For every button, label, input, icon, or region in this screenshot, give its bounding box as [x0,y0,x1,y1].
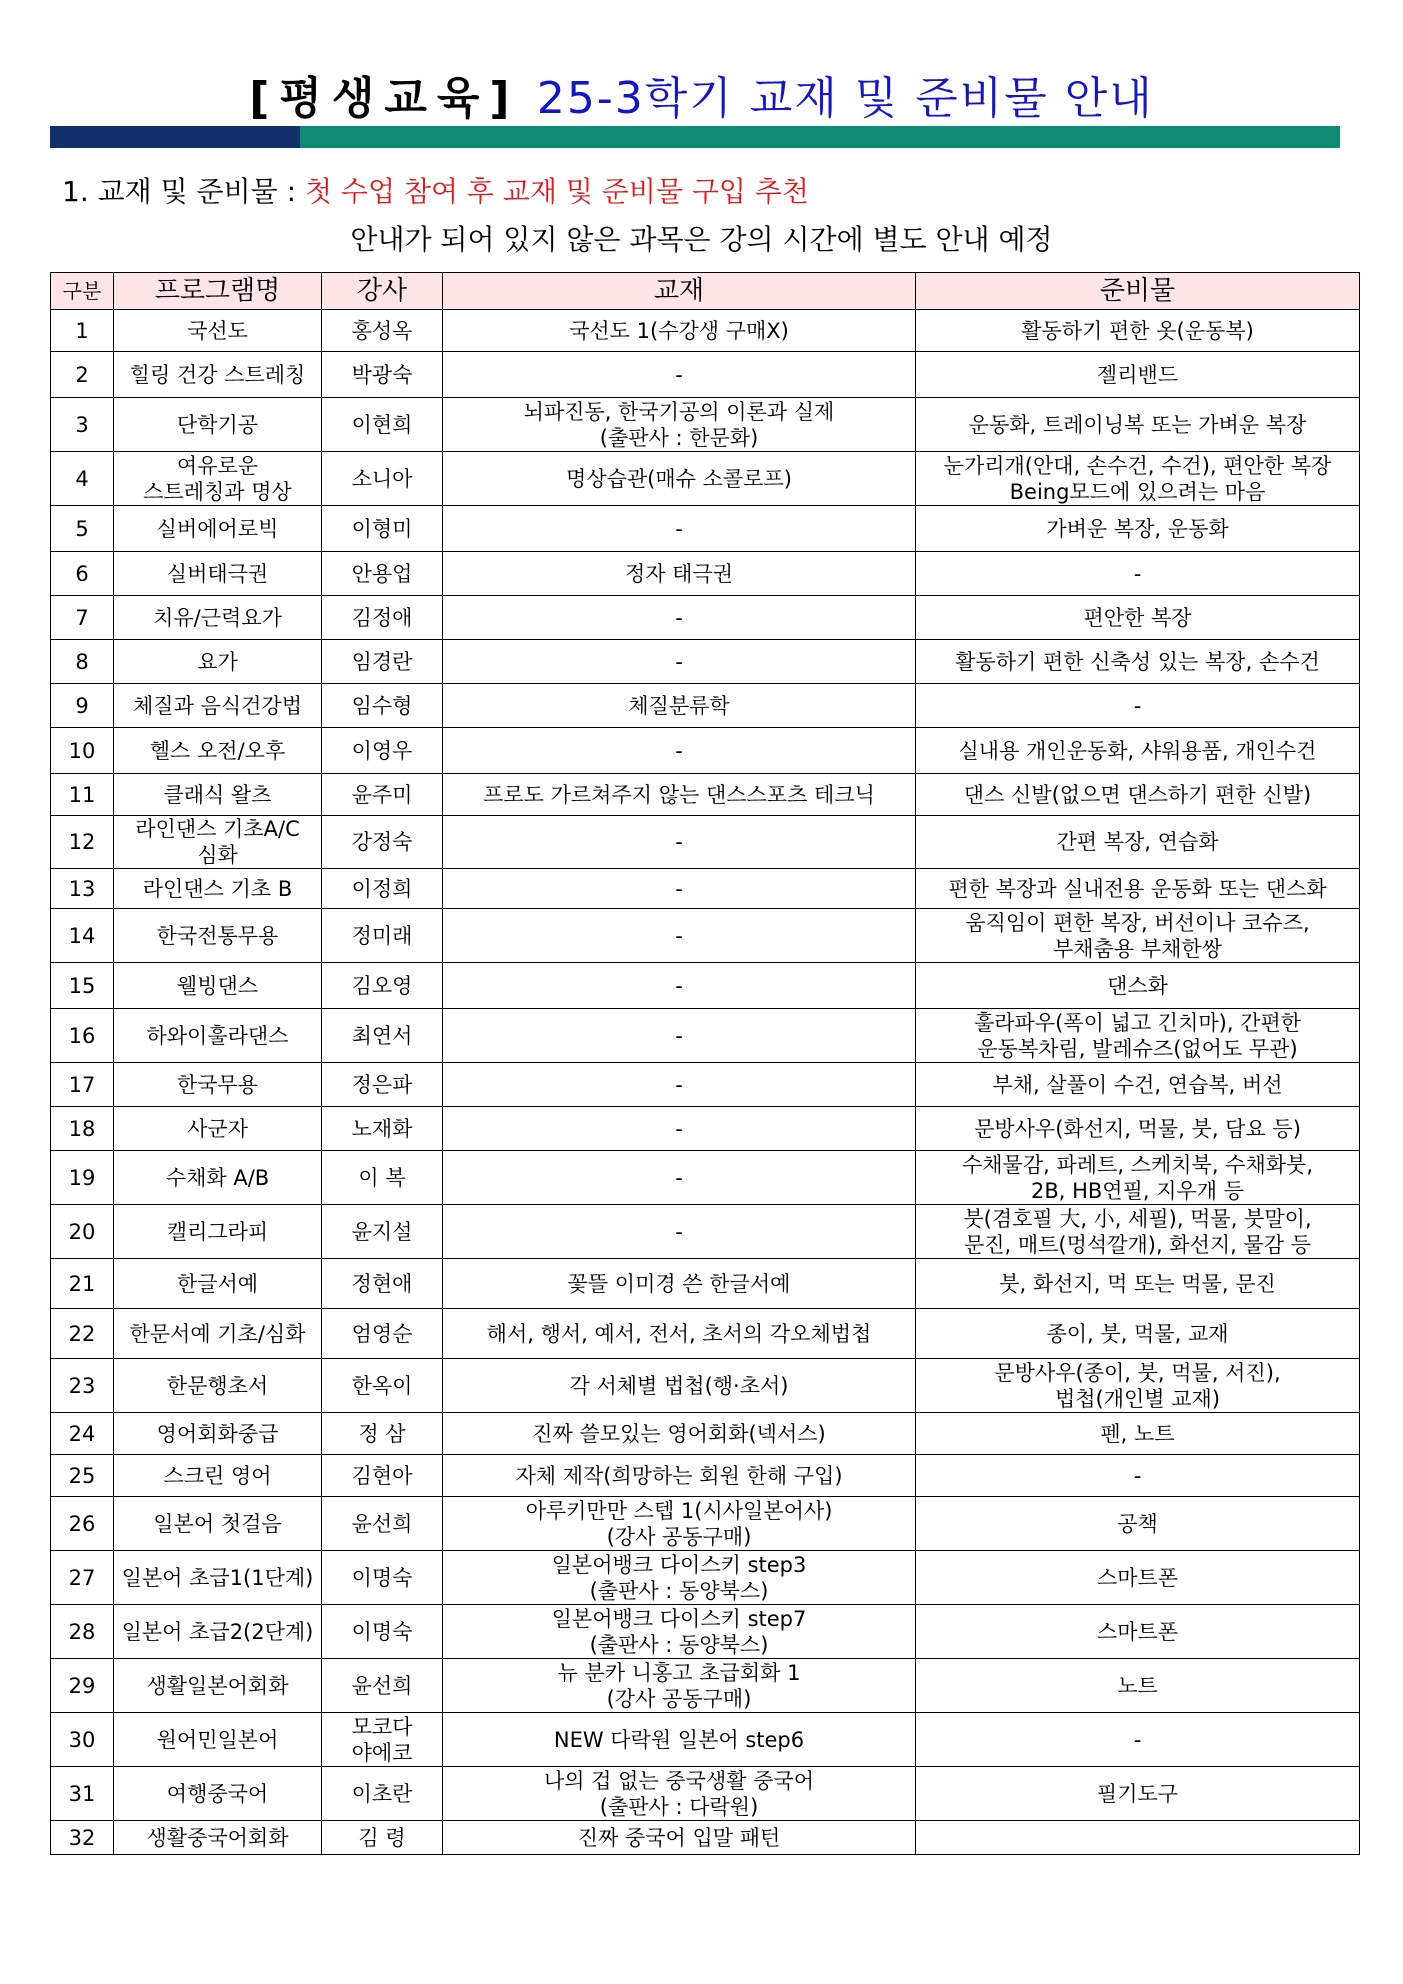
cell-book: - [443,640,916,684]
section-highlight: 첫 수업 참여 후 교재 및 준비물 구입 추천 [304,175,809,208]
cell-no: 28 [51,1605,114,1659]
cell-program: 하와이훌라댄스 [114,1009,322,1063]
cell-program: 헬스 오전/오후 [114,728,322,774]
cell-program: 한국무용 [114,1063,322,1107]
cell-book: 명상습관(매슈 소콜로프) [443,452,916,506]
cell-book: - [443,1009,916,1063]
cell-no: 18 [51,1107,114,1151]
cell-supplies: 실내용 개인운동화, 샤워용품, 개인수건 [916,728,1360,774]
table-row [51,506,1360,552]
cell-teacher: 윤지설 [322,1205,443,1259]
cell-no: 22 [51,1309,114,1359]
cell-teacher: 김현아 [322,1455,443,1497]
cell-supplies: 댄스 신발(없으면 댄스하기 편한 신발) [916,774,1360,816]
header-teacher: 강사 [322,273,443,310]
cell-book: 진짜 쓸모있는 영어회화(넥서스) [443,1413,916,1455]
table-row [51,1821,1360,1855]
table-row [51,1205,1360,1259]
cell-no: 30 [51,1713,114,1767]
cell-program: 일본어 초급2(2단계) [114,1605,322,1659]
cell-supplies: 문방사우(종이, 붓, 먹물, 서진), 법첩(개인별 교재) [916,1359,1360,1413]
cell-supplies: 편안한 복장 [916,596,1360,640]
cell-book: - [443,909,916,963]
cell-supplies: 젤리밴드 [916,352,1360,398]
cell-book: - [443,816,916,869]
cell-no: 26 [51,1497,114,1551]
cell-book: 일본어뱅크 다이스키 step7 (출판사 : 동양북스) [443,1605,916,1659]
table-row [51,869,1360,909]
title-prefix: [평생교육] [249,73,520,124]
cell-program: 요가 [114,640,322,684]
section-note: 안내가 되어 있지 않은 과목은 강의 시간에 별도 안내 예정 [350,223,1053,256]
cell-teacher: 한옥이 [322,1359,443,1413]
cell-program: 스크린 영어 [114,1455,322,1497]
cell-book: - [443,963,916,1009]
cell-book: 정자 태극권 [443,552,916,596]
cell-teacher: 정현애 [322,1259,443,1309]
cell-no: 9 [51,684,114,728]
cell-teacher: 정 삼 [322,1413,443,1455]
cell-supplies: 편한 복장과 실내전용 운동화 또는 댄스화 [916,869,1360,909]
cell-no: 1 [51,310,114,352]
cell-teacher: 이영우 [322,728,443,774]
cell-program: 원어민일본어 [114,1713,322,1767]
cell-program: 웰빙댄스 [114,963,322,1009]
cell-teacher: 엄영순 [322,1309,443,1359]
title-underline-navy [50,126,300,148]
table-row [51,1713,1360,1767]
cell-book: 뉴 분카 니홍고 초급회화 1 (강사 공동구매) [443,1659,916,1713]
cell-teacher: 윤선희 [322,1659,443,1713]
cell-no: 14 [51,909,114,963]
cell-book: 국선도 1(수강생 구매X) [443,310,916,352]
cell-book: - [443,506,916,552]
cell-no: 4 [51,452,114,506]
cell-supplies: 훌라파우(폭이 넓고 긴치마), 간편한 운동복차림, 발레슈즈(없어도 무관) [916,1009,1360,1063]
cell-teacher: 김정애 [322,596,443,640]
cell-teacher: 정은파 [322,1063,443,1107]
supplies-table [50,272,1360,1855]
cell-supplies: - [916,552,1360,596]
cell-book: - [443,1063,916,1107]
table-row [51,596,1360,640]
cell-teacher: 홍성옥 [322,310,443,352]
table-row [51,1151,1360,1205]
cell-supplies: 붓, 화선지, 먹 또는 먹물, 문진 [916,1259,1360,1309]
cell-no: 7 [51,596,114,640]
cell-program: 실버에어로빅 [114,506,322,552]
cell-teacher: 노재화 [322,1107,443,1151]
cell-no: 27 [51,1551,114,1605]
cell-supplies: - [916,1455,1360,1497]
cell-supplies: 문방사우(화선지, 먹물, 붓, 담요 등) [916,1107,1360,1151]
cell-program: 라인댄스 기초A/C 심화 [114,816,322,869]
table-row [51,1309,1360,1359]
cell-no: 11 [51,774,114,816]
cell-supplies: 종이, 붓, 먹물, 교재 [916,1309,1360,1359]
cell-program: 단학기공 [114,398,322,452]
cell-supplies: 필기도구 [916,1767,1360,1821]
cell-no: 10 [51,728,114,774]
cell-no: 8 [51,640,114,684]
title-main: 25-3학기 교재 및 준비물 안내 [536,73,1154,124]
cell-book: 각 서체별 법첩(행·초서) [443,1359,916,1413]
cell-teacher: 이명숙 [322,1605,443,1659]
cell-teacher: 윤선희 [322,1497,443,1551]
cell-program: 일본어 첫걸음 [114,1497,322,1551]
cell-no: 3 [51,398,114,452]
cell-supplies: - [916,684,1360,728]
cell-teacher: 임수형 [322,684,443,728]
cell-no: 6 [51,552,114,596]
cell-supplies: 운동화, 트레이닝복 또는 가벼운 복장 [916,398,1360,452]
cell-program: 실버태극권 [114,552,322,596]
cell-teacher: 최연서 [322,1009,443,1063]
cell-teacher: 박광숙 [322,352,443,398]
cell-teacher: 김오영 [322,963,443,1009]
cell-book: 자체 제작(희망하는 회원 한해 구입) [443,1455,916,1497]
cell-book: 꽃뜰 이미경 쓴 한글서예 [443,1259,916,1309]
cell-teacher: 이명숙 [322,1551,443,1605]
cell-teacher: 이초란 [322,1767,443,1821]
table-row [51,1259,1360,1309]
section-heading [62,170,809,210]
cell-no: 5 [51,506,114,552]
page-title [0,62,1403,126]
cell-book: 진짜 중국어 입말 패턴 [443,1821,916,1855]
cell-supplies: 펜, 노트 [916,1413,1360,1455]
cell-supplies: 붓(겸호필 大, 小, 세필), 먹물, 붓말이, 문진, 매트(멍석깔개), 화선지, 물감 등 [916,1205,1360,1259]
table-row [51,1107,1360,1151]
cell-supplies: 수채물감, 파레트, 스케치북, 수채화붓, 2B, HB연필, 지우개 등 [916,1151,1360,1205]
cell-no: 15 [51,963,114,1009]
cell-no: 2 [51,352,114,398]
cell-supplies: - [916,1713,1360,1767]
table-row [51,774,1360,816]
cell-supplies: 스마트폰 [916,1551,1360,1605]
cell-no: 23 [51,1359,114,1413]
table-body [51,310,1360,1855]
cell-no: 16 [51,1009,114,1063]
table-row [51,1009,1360,1063]
cell-book: 체질분류학 [443,684,916,728]
cell-program: 한글서예 [114,1259,322,1309]
table-row [51,1767,1360,1821]
cell-teacher: 김 령 [322,1821,443,1855]
cell-supplies: 활동하기 편한 신축성 있는 복장, 손수건 [916,640,1360,684]
table-row [51,352,1360,398]
cell-supplies: 간편 복장, 연습화 [916,816,1360,869]
cell-program: 치유/근력요가 [114,596,322,640]
cell-teacher: 이정희 [322,869,443,909]
table-row [51,310,1360,352]
table-row [51,552,1360,596]
cell-book: 프로도 가르쳐주지 않는 댄스스포츠 테크닉 [443,774,916,816]
table-row [51,1413,1360,1455]
table-row [51,1455,1360,1497]
table-row [51,728,1360,774]
cell-program: 클래식 왈츠 [114,774,322,816]
cell-book: NEW 다락원 일본어 step6 [443,1713,916,1767]
cell-no: 21 [51,1259,114,1309]
cell-no: 24 [51,1413,114,1455]
cell-teacher: 강정숙 [322,816,443,869]
cell-book: 해서, 행서, 예서, 전서, 초서의 각오체법첩 [443,1309,916,1359]
cell-teacher: 윤주미 [322,774,443,816]
cell-book: - [443,869,916,909]
cell-book: - [443,728,916,774]
cell-teacher: 이 복 [322,1151,443,1205]
cell-supplies: 공책 [916,1497,1360,1551]
cell-program: 생활중국어회화 [114,1821,322,1855]
cell-teacher: 이현희 [322,398,443,452]
cell-teacher: 임경란 [322,640,443,684]
table-row [51,1551,1360,1605]
cell-book: 일본어뱅크 다이스키 step3 (출판사 : 동양북스) [443,1551,916,1605]
table-row [51,963,1360,1009]
cell-program: 수채화 A/B [114,1151,322,1205]
cell-no: 31 [51,1767,114,1821]
cell-supplies: 부채, 살풀이 수건, 연습복, 버선 [916,1063,1360,1107]
cell-program: 일본어 초급1(1단계) [114,1551,322,1605]
cell-teacher: 안용업 [322,552,443,596]
cell-book: - [443,1151,916,1205]
table-row [51,640,1360,684]
table-row [51,398,1360,452]
cell-program: 국선도 [114,310,322,352]
section-label: 1. 교재 및 준비물 : [62,175,305,208]
cell-program: 라인댄스 기초 B [114,869,322,909]
cell-program: 여행중국어 [114,1767,322,1821]
cell-supplies [916,1821,1360,1855]
cell-no: 32 [51,1821,114,1855]
cell-teacher: 정미래 [322,909,443,963]
cell-supplies: 댄스화 [916,963,1360,1009]
cell-supplies: 활동하기 편한 옷(운동복) [916,310,1360,352]
cell-program: 영어회화중급 [114,1413,322,1455]
cell-book: 나의 겁 없는 중국생활 중국어 (출판사 : 다락원) [443,1767,916,1821]
cell-program: 한국전통무용 [114,909,322,963]
cell-supplies: 움직임이 편한 복장, 버선이나 코슈즈, 부채춤용 부채한쌍 [916,909,1360,963]
table-row [51,1359,1360,1413]
cell-teacher: 소니아 [322,452,443,506]
cell-program: 힐링 건강 스트레칭 [114,352,322,398]
cell-book: - [443,352,916,398]
cell-teacher: 이형미 [322,506,443,552]
cell-supplies: 스마트폰 [916,1605,1360,1659]
cell-supplies: 가벼운 복장, 운동화 [916,506,1360,552]
title-underline-teal [300,126,1340,148]
table-row [51,1605,1360,1659]
cell-program: 한문행초서 [114,1359,322,1413]
header-supplies: 준비물 [916,273,1360,310]
cell-program: 사군자 [114,1107,322,1151]
header-book: 교재 [443,273,916,310]
cell-no: 29 [51,1659,114,1713]
cell-no: 19 [51,1151,114,1205]
table-row [51,1659,1360,1713]
cell-no: 20 [51,1205,114,1259]
table-header-row [51,273,1360,310]
cell-book: - [443,1205,916,1259]
cell-no: 25 [51,1455,114,1497]
header-no: 구분 [51,273,114,310]
cell-book: 뇌파진동, 한국기공의 이론과 실제 (출판사 : 한문화) [443,398,916,452]
header-program: 프로그램명 [114,273,322,310]
cell-book: 아루키만만 스텝 1(시사일본어사) (강사 공동구매) [443,1497,916,1551]
cell-no: 12 [51,816,114,869]
table-row [51,816,1360,869]
cell-program: 한문서예 기초/심화 [114,1309,322,1359]
cell-program: 캘리그라피 [114,1205,322,1259]
table-row [51,1497,1360,1551]
cell-no: 17 [51,1063,114,1107]
cell-program: 여유로운 스트레칭과 명상 [114,452,322,506]
table-row [51,1063,1360,1107]
cell-book: - [443,596,916,640]
table-row [51,909,1360,963]
cell-teacher: 모코다 야에코 [322,1713,443,1767]
cell-supplies: 눈가리개(안대, 손수건, 수건), 편안한 복장 Being모드에 있으려는 마음 [916,452,1360,506]
table-row [51,452,1360,506]
cell-book: - [443,1107,916,1151]
cell-program: 생활일본어회화 [114,1659,322,1713]
cell-program: 체질과 음식건강법 [114,684,322,728]
cell-supplies: 노트 [916,1659,1360,1713]
table-row [51,684,1360,728]
cell-no: 13 [51,869,114,909]
